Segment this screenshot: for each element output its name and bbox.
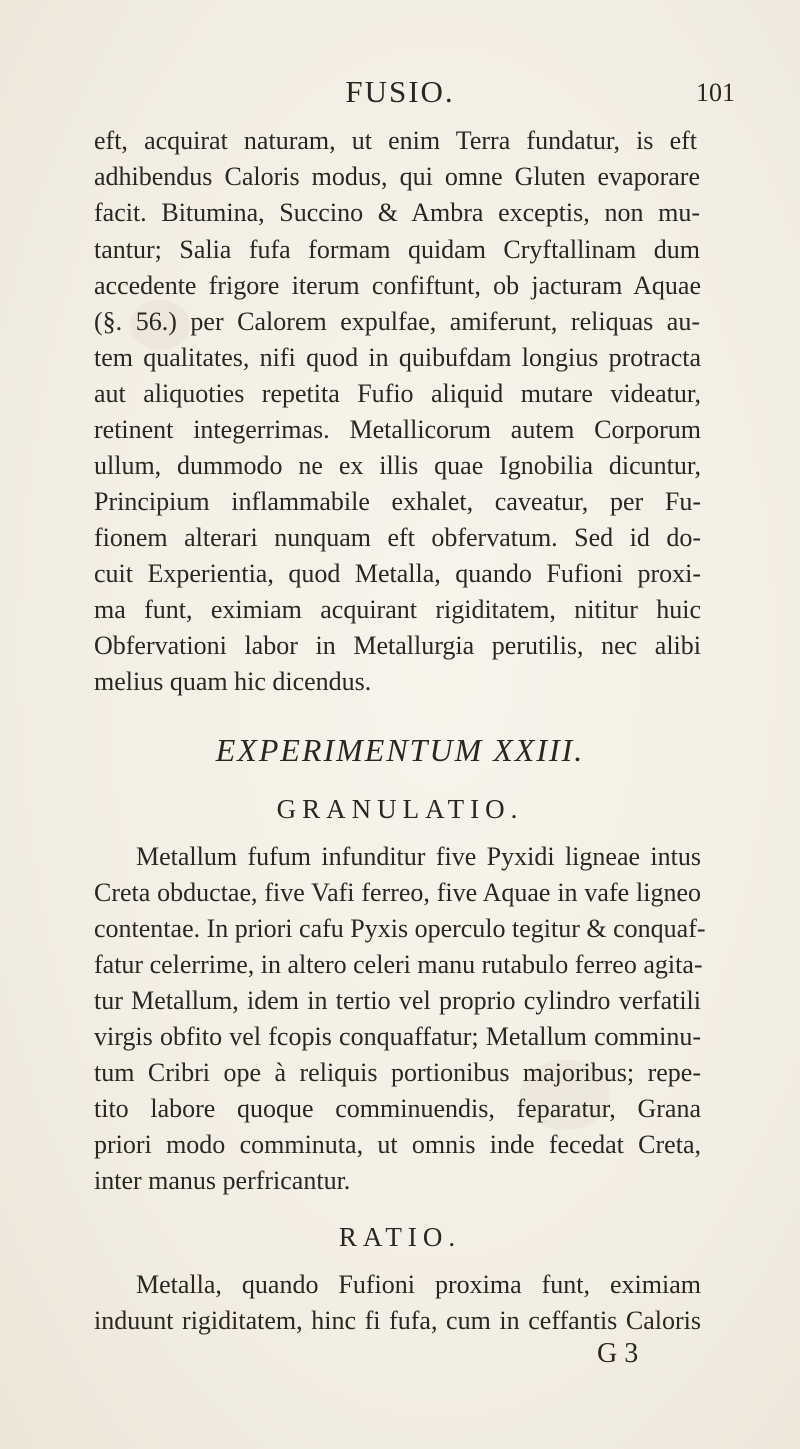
text-line: tum Cribri ope à reliquis portionibus majoribus; repe- (94, 1058, 701, 1087)
section-heading-granulatio (0, 794, 800, 825)
text-line: fionem alterari nunquam eft obfervatum. Sed id do- (94, 523, 701, 552)
text-line: Metallum fufum infunditur five Pyxidi ligneae intus (136, 842, 701, 871)
text-line: tantur; Salia fufa formam quidam Cryftallinam dum (94, 235, 700, 264)
text-line: accedente frigore iterum confiftunt, ob jacturam Aquae (94, 271, 701, 300)
text-line: Obfervationi labor in Metallurgia perutilis, nec alibi (94, 631, 701, 660)
text-line: (§. 56.) per Calorem expulfae, amiferunt, reliquas au- (94, 307, 700, 336)
text-line: induunt rigiditatem, hinc fi fufa, cum in ceffantis Caloris (94, 1306, 701, 1335)
text-line: adhibendus Caloris modus, qui omne Gluten evaporare (94, 162, 700, 191)
text-line: virgis obfito vel fcopis conquaffatur; Metallum comminu- (94, 1022, 701, 1051)
page-number: 101 (696, 78, 735, 107)
signature-mark: G 3 (597, 1338, 639, 1369)
text-line: cuit Experientia, quod Metalla, quando Fufioni proxi- (94, 559, 701, 588)
text-line: ma funt, eximiam acquirant rigiditatem, nititur huic (94, 595, 701, 624)
text-line: contentae. In priori cafu Pyxis operculo tegitur & conquaf- (94, 914, 706, 943)
text-line: inter manus perfricantur. (94, 1166, 351, 1195)
section-heading-text: RATIO. (338, 1222, 462, 1252)
text-line: facit. Bitumina, Succino & Ambra exceptis, non mu- (94, 198, 700, 227)
section-heading-text: GRANULATIO. (276, 794, 524, 824)
section-heading-ratio (0, 1222, 800, 1253)
text-line: retinent integerrimas. Metallicorum autem Corporum (94, 415, 701, 444)
text-line: eft, acquirat naturam, ut enim Terra fundatur, is eft (94, 126, 697, 155)
text-line: aut aliquoties repetita Fufio aliquid mutare videatur, (94, 379, 701, 408)
text-line: priori modo comminuta, ut omnis inde fecedat Creta, (94, 1130, 701, 1159)
experiment-title: EXPERIMENTUM XXIII. (215, 732, 585, 768)
text-line: tem qualitates, nifi quod in quibufdam longius protracta (94, 343, 701, 372)
text-line: fatur celerrime, in altero celeri manu rutabulo ferreo agita- (94, 950, 703, 979)
text-line: melius quam hic dicendus. (94, 667, 372, 696)
text-line: Principium inflammabile exhalet, caveatur, per Fu- (94, 487, 701, 516)
text-line: Creta obductae, five Vafi ferreo, five Aquae in vafe ligneo (94, 878, 701, 907)
text-line: tur Metallum, idem in tertio vel proprio cylindro verfatili (94, 986, 701, 1015)
text-line: ullum, dummodo ne ex illis quae Ignobilia dicuntur, (94, 451, 701, 480)
text-line: Metalla, quando Fufioni proxima funt, eximiam (136, 1270, 701, 1299)
text-line: tito labore quoque comminuendis, feparatur, Grana (94, 1094, 701, 1123)
running-title: FUSIO. (345, 74, 455, 109)
